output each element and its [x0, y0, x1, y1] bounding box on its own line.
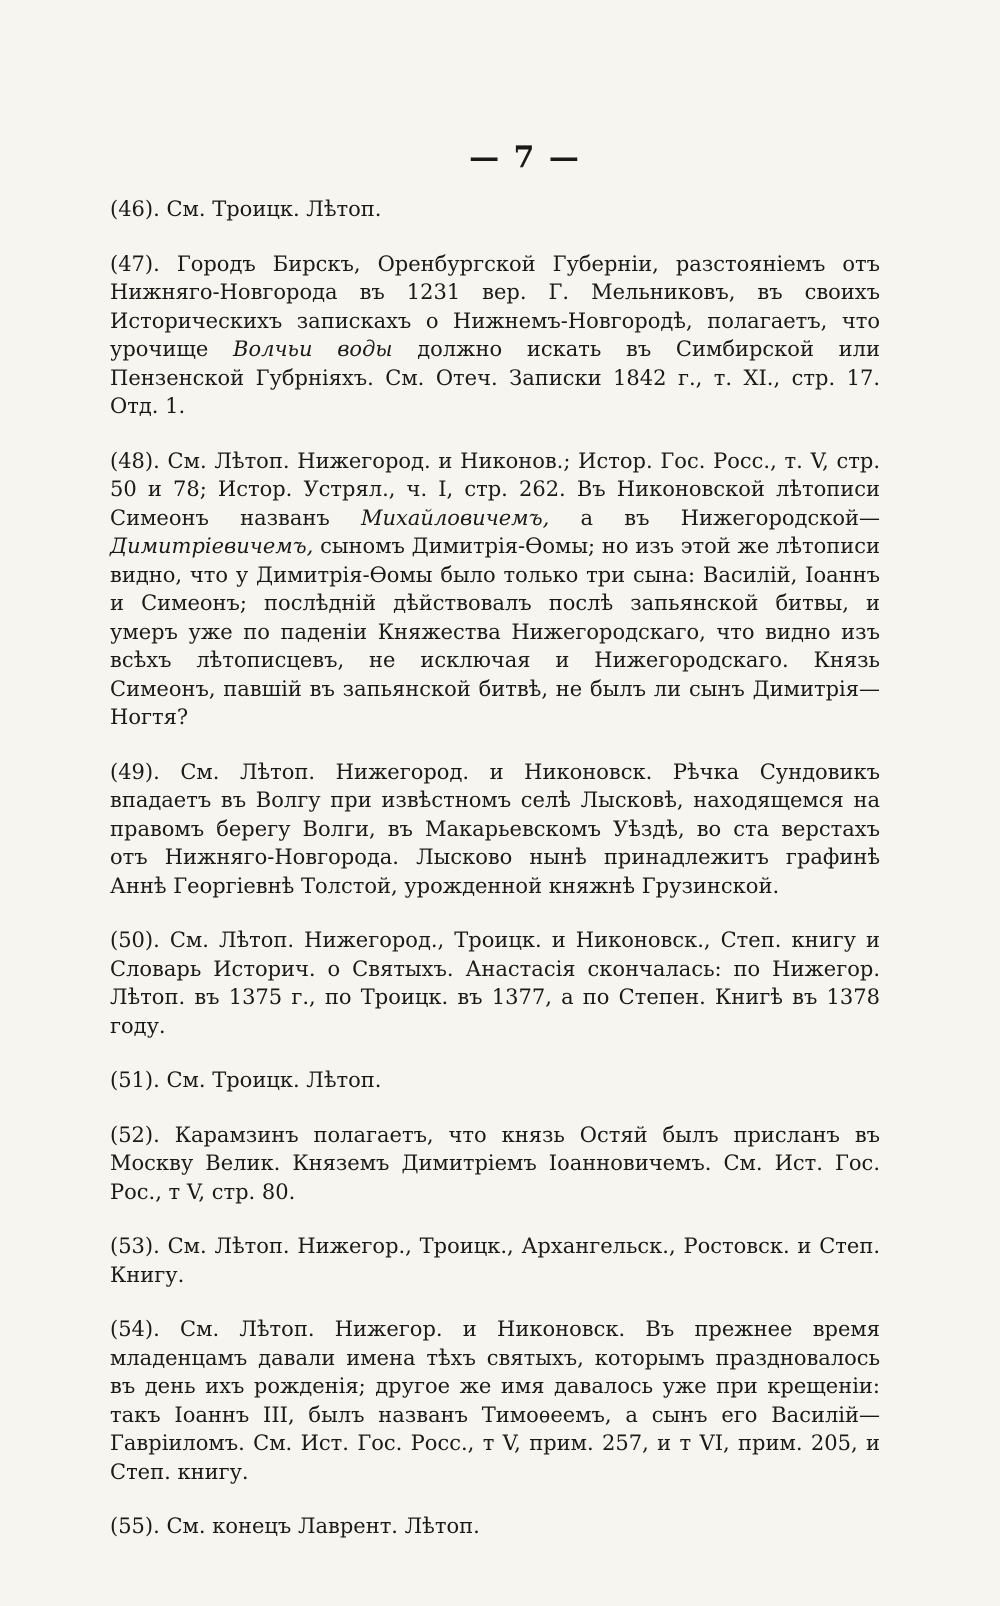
footnote-text: См. Лѣтоп. Нижегор., Троицк., Архангельск., Ростовск. и Степ. Книгу.	[110, 1234, 880, 1287]
footnote-italic-text: Димитріевичемъ,	[110, 534, 314, 558]
footnote	[110, 195, 880, 224]
footnote-text: сыномъ Димитрія-Ѳомы; но изъ этой же лѣтописи видно, что у Димитрія-Ѳомы было только три сына: Василій, Іоаннъ и Симеонъ; послѣдній дѣйствовалъ послѣ запьянской битвы, и умеръ уже по паденіи Княжества Нижегородскаго, что видно изъ всѣхъ лѣтописцевъ, не исключая и Нижегородскаго. Князь Симеонъ, павшій въ запьянской битвѣ, не былъ ли сынъ Димитрія—Ногтя?	[110, 534, 880, 729]
footnote-number: (52).	[110, 1122, 160, 1147]
footnote-number: (47).	[110, 251, 160, 276]
footnote-number: (54).	[110, 1317, 160, 1341]
footnote	[110, 758, 880, 901]
footnote-number: (51).	[110, 1068, 160, 1092]
footnote-text: Карамзинъ полагаетъ, что князь Остяй былъ присланъ въ Москву Велик. Княземъ Димитріемъ Іоанновичемъ. См. Ист. Гос. Рос., т V, стр. 80.	[110, 1122, 880, 1204]
footnotes-list	[110, 195, 880, 1541]
footnote-text: См. Троицк. Лѣтоп.	[159, 1068, 382, 1092]
footnote-text: должно искать въ Симбирской или Пензенской Губрніяхъ. См. Отеч. Записки 1842 г., т. XI., стр. 17. Отд. 1.	[110, 337, 881, 418]
footnote-number: (49).	[110, 759, 160, 784]
footnote	[110, 1315, 880, 1486]
footnote-text: См. конецъ Лаврент. Лѣтоп.	[159, 1514, 480, 1538]
footnote-number: (55).	[110, 1514, 160, 1538]
footnote	[110, 447, 880, 732]
footnote	[110, 1232, 880, 1289]
footnote-italic-text: Михайловичемъ,	[361, 505, 550, 530]
footnote	[110, 1512, 880, 1541]
footnote-text: См. Лѣтоп. Нижегород. и Никонов.; Истор. Гос. Росс., т. V, стр. 50 и 78; Истор. Устрял., ч. I, стр. 262. Въ Никоновской лѣтописи Симеонъ названъ	[110, 448, 880, 530]
footnote	[110, 1066, 880, 1095]
footnote-text: а въ Нижегородской—	[549, 505, 880, 530]
footnote-text: См. Троицк. Лѣтоп.	[159, 197, 382, 221]
footnote-number: (46).	[110, 197, 160, 221]
footnote-number: (53).	[110, 1234, 160, 1258]
footnote-text: См. Лѣтоп. Нижегород. и Никоновск. Рѣчка Сундовикъ впадаетъ въ Волгу при извѣстномъ селѣ Лысковѣ, находящемся на правомъ берегу Волги, въ Макарьевскомъ Уѣздѣ, во ста верстахъ отъ Нижняго-Новгорода. Лысково нынѣ принадлежитъ графинѣ Аннѣ Георгіевнѣ Толстой, урожденной княжнѣ Грузинской.	[110, 759, 880, 898]
footnote-text: Городъ Бирскъ, Оренбургской Губерніи, разстояніемъ отъ Нижняго-Новгорода въ 1231 вер. Г. Мельниковъ, въ своихъ Историческихъ запискахъ о Нижнемъ-Новгородѣ, полагаетъ, что урочище	[110, 251, 880, 361]
page-number: — 7 —	[469, 140, 581, 175]
footnote-italic-text: Волчьи воды	[233, 337, 393, 361]
footnote-number: (50).	[110, 928, 160, 952]
footnote	[110, 250, 880, 421]
footnote-number: (48).	[110, 448, 160, 473]
footnote	[110, 1121, 880, 1207]
footnote	[110, 926, 880, 1040]
footnote-text: См. Лѣтоп. Нижегор. и Никоновск. Въ прежнее время младенцамъ давали имена тѣхъ святыхъ, которымъ праздновалось въ день ихъ рожденія; другое же имя давалось уже при крещеніи: такъ Іоаннъ III, былъ названъ Тимоѳеемъ, а сынъ его Василій—Гавріиломъ. См. Ист. Гос. Росс., т V, прим. 257, и т VI, прим. 205, и Степ. книгу.	[110, 1317, 880, 1484]
footnote-text: См. Лѣтоп. Нижегород., Троицк. и Никоновск., Степ. книгу и Словарь Историч. о Святыхъ. Анастасія скончалась: по Нижегор. Лѣтоп. въ 1375 г., по Троицк. въ 1377, а по Степен. Книгѣ въ 1378 году.	[110, 928, 880, 1038]
